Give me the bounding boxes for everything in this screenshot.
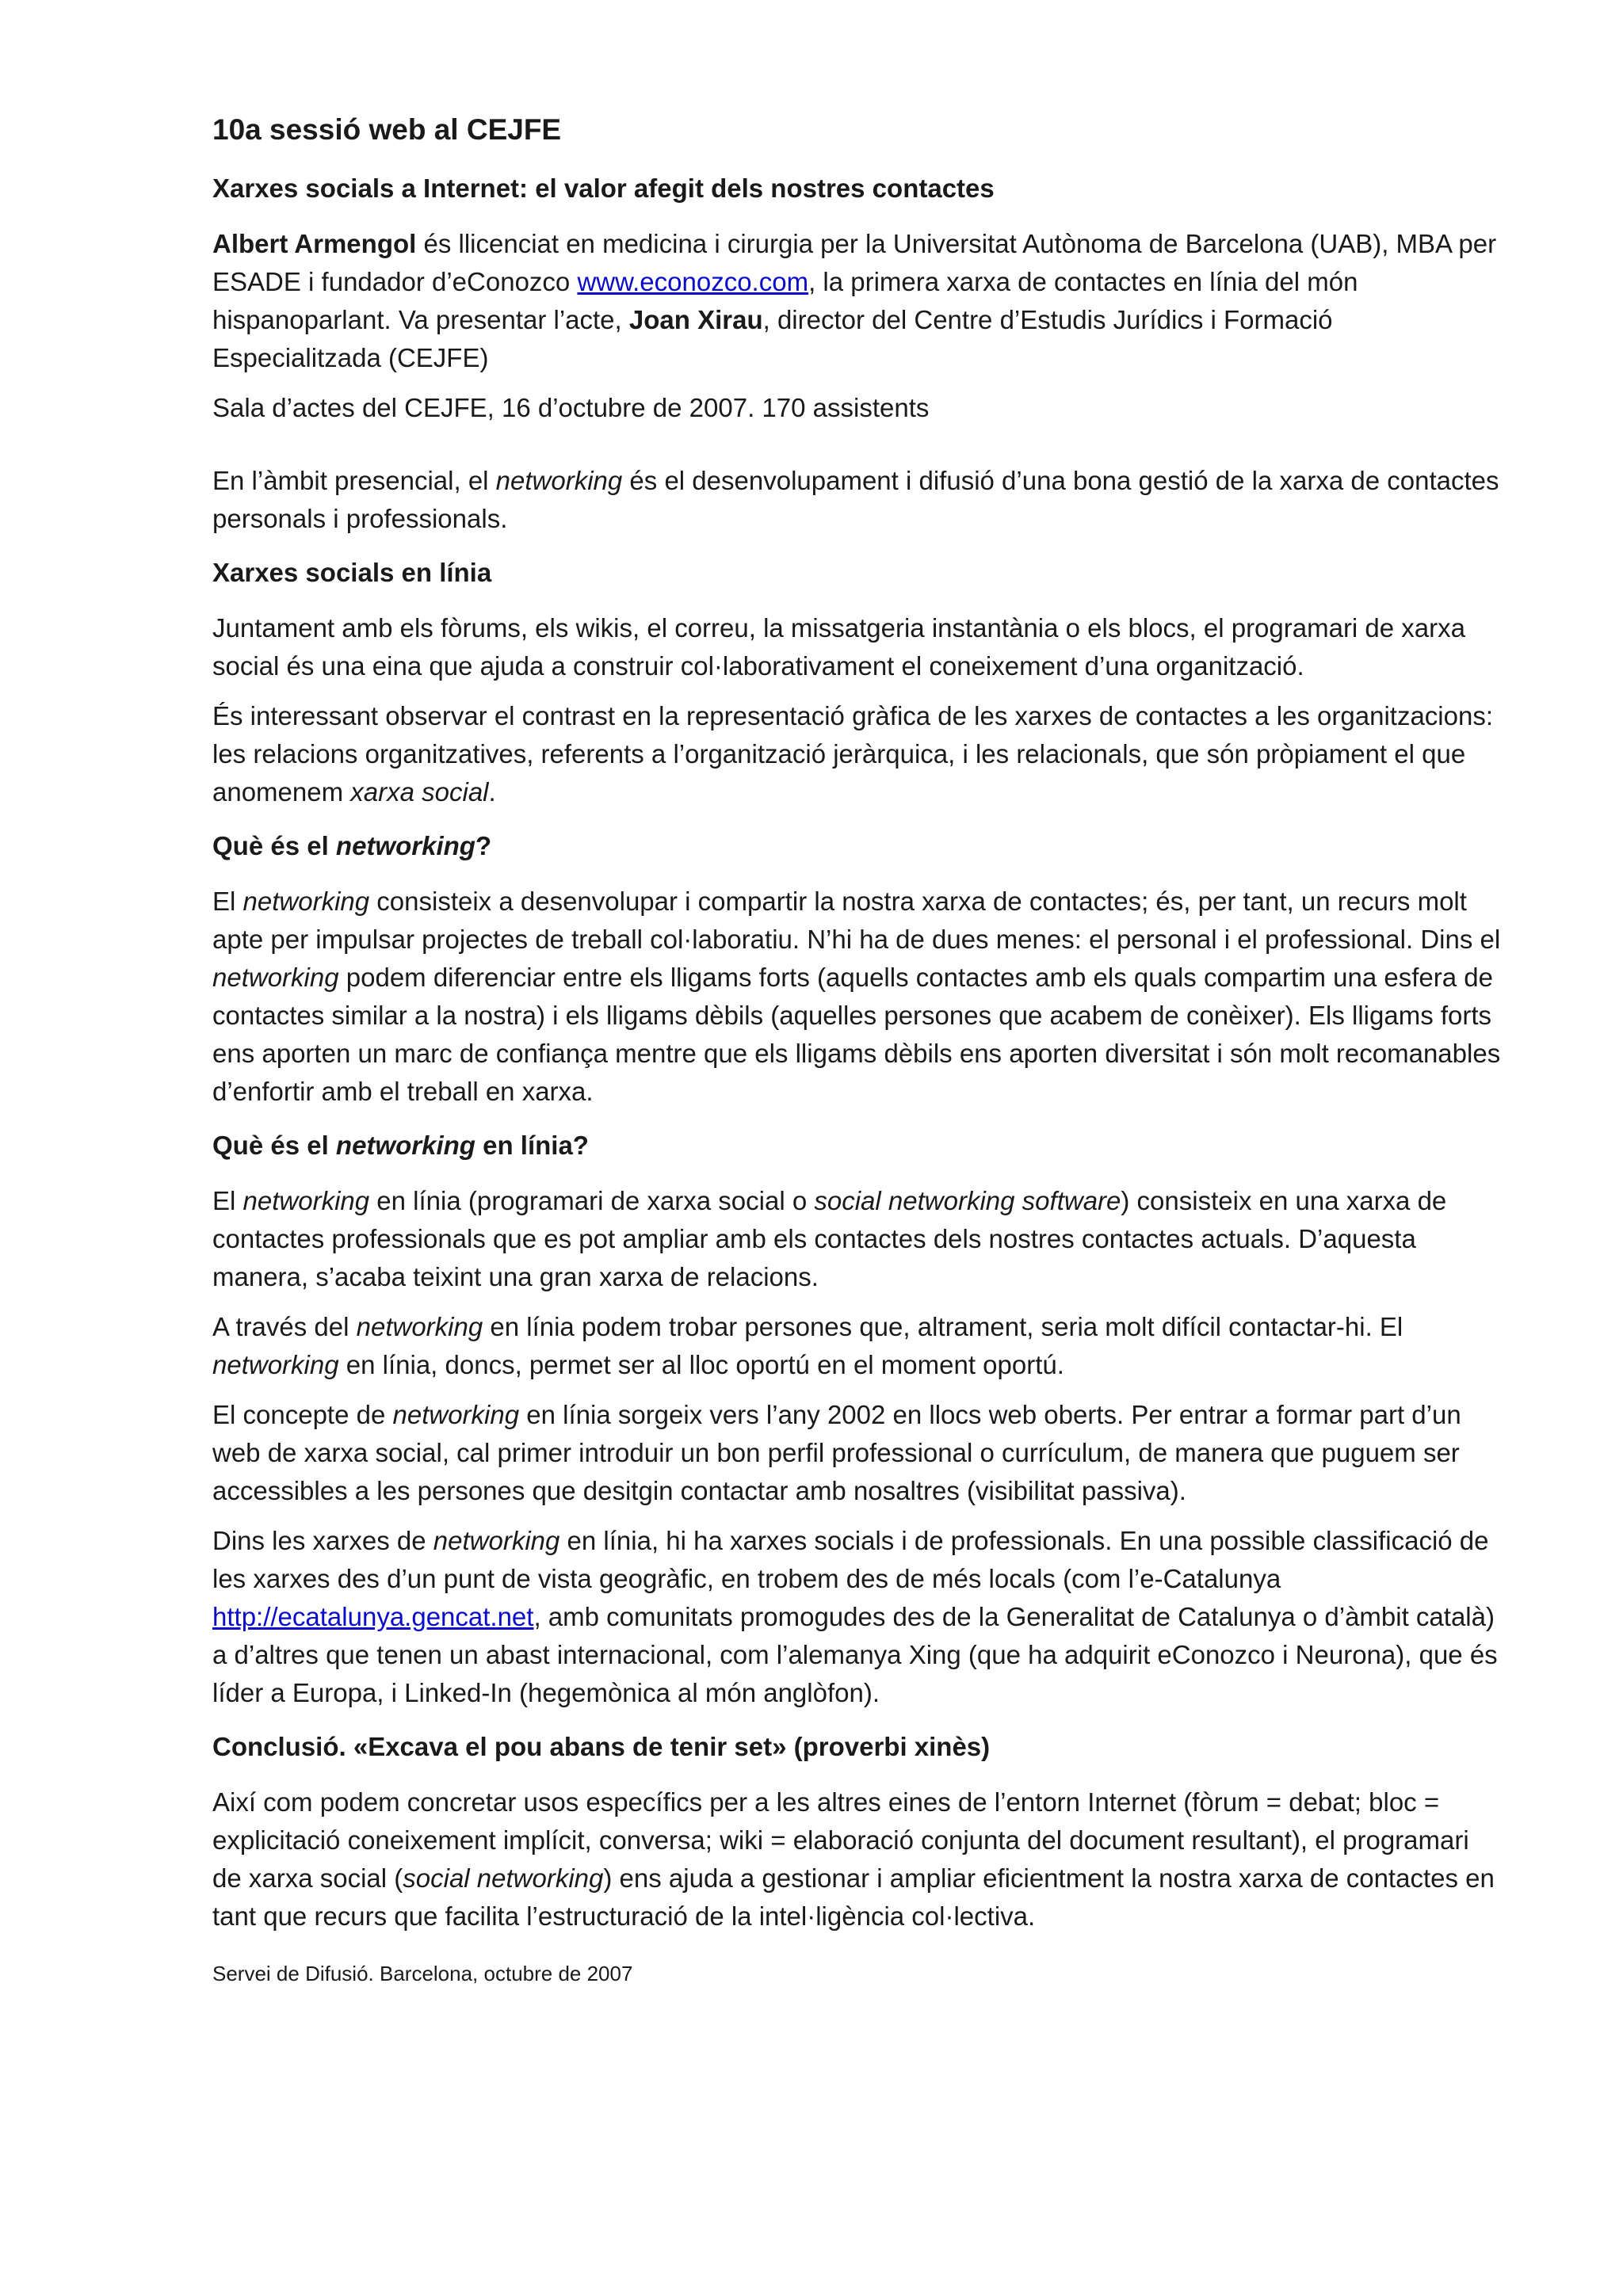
online-networking-paragraph-4: Dins les xarxes de networking en línia, hi ha xarxes socials i de professionals. En una possible classificació de les xarxes des d’un punt de vista geogràfic, en trobem des de més locals (com l’e-Catalunya http://ecatalunya.gencat.net, amb comunitats promogudes des de la Generalitat de Catalunya o d’àmbit català) a d’altres que tenen un abast internacional, com l’alemanya Xing (que ha adquirit eConozco i Neurona), que és líder a Europa, i Linked-In (hegemònica al món anglòfon). <box>212 1526 1498 1707</box>
econozco-link[interactable]: www.econozco.com <box>577 267 809 296</box>
section-heading-online-networks: Xarxes socials en línia <box>212 558 492 587</box>
page-title: 10a sessió web al CEJFE <box>212 113 562 146</box>
online-networking-paragraph-3: El concepte de networking en línia sorgeix vers l’any 2002 en llocs web oberts. Per entrar a formar part d’un web de xarxa social, cal primer introduir un bon perfil professional o currículum, de manera que puguem ser accessibles a les persones que desitgin contactar amb nosaltres (visibilitat passiva). <box>212 1400 1461 1505</box>
online-networking-paragraph-2: A través del networking en línia podem trobar persones que, altrament, seria molt difícil contactar-hi. El networking en línia, doncs, permet ser al lloc oportú en el moment oportú. <box>212 1312 1403 1379</box>
presencial-paragraph: En l’àmbit presencial, el networking és el desenvolupament i difusió d’una bona gestió de la xarxa de contactes personals i professionals. <box>212 466 1499 533</box>
online-networks-paragraph-2: És interessant observar el contrast en la representació gràfica de les xarxes de contactes a les organitzacions: les relacions organitzatives, referents a l’organització jeràrquica, i les relacionals, que són pròpiament el que anomenem xarxa social. <box>212 701 1494 807</box>
speaker-name: Albert Armengol <box>212 229 417 258</box>
venue-line: Sala d’actes del CEJFE, 16 d’octubre de 2007. 170 assistents <box>212 393 930 422</box>
footer-credit: Servei de Difusió. Barcelona, octubre de 2007 <box>212 1962 633 1985</box>
what-is-networking-paragraph: El networking consisteix a desenvolupar i compartir la nostra xarxa de contactes; és, per tant, un recurs molt apte per impulsar projectes de treball col·laboratiu. N’hi ha de dues menes: el personal i el professional. Dins el networking podem diferenciar entre els lligams forts (aquells contactes amb els quals compartim una esfera de contactes similar a la nostra) i els lligams dèbils (aquelles persones que acabem de conèixer). Els lligams forts ens aporten un marc de confiança mentre que els lligams dèbils ens aporten diversitat i són molt recomanables d’enfortir amb el treball en xarxa. <box>212 887 1501 1106</box>
online-networking-paragraph-1: El networking en línia (programari de xarxa social o social networking software) consisteix en una xarxa de contactes professionals que es pot ampliar amb els contactes dels nostres contactes actuals. D’aquesta manera, s’acaba teixint una gran xarxa de relacions. <box>212 1186 1447 1291</box>
section-heading-conclusion: Conclusió. «Excava el pou abans de tenir set» (proverbi xinès) <box>212 1732 991 1761</box>
section-heading-online-networking: Què és el networking en línia? <box>212 1131 589 1160</box>
ecatalunya-link[interactable]: http://ecatalunya.gencat.net <box>212 1602 534 1631</box>
document-page <box>212 109 1504 1988</box>
intro-paragraph: Albert Armengol és llicenciat en medicina i cirurgia per la Universitat Autònoma de Barcelona (UAB), MBA per ESADE i fundador d’eConozco www.econozco.com, la primera xarxa de contactes en línia del món hispanoparlant. Va presentar l’acte, Joan Xirau, director del Centre d’Estudis Jurídics i Formació Especialitzada (CEJFE) <box>212 229 1497 372</box>
page-subtitle: Xarxes socials a Internet: el valor afegit dels nostres contactes <box>212 174 995 203</box>
presenter-name: Joan Xirau <box>628 305 763 334</box>
conclusion-paragraph: Així com podem concretar usos específics per a les altres eines de l’entorn Internet (fòrum = debat; bloc = explicitació coneixement implícit, conversa; wiki = elaboració conjunta del document resultant), el programari de xarxa social (social networking) ens ajuda a gestionar i ampliar eficientment la nostra xarxa de contactes en tant que recurs que facilita l’estructuració de la intel·ligència col·lectiva. <box>212 1787 1495 1931</box>
online-networks-paragraph-1: Juntament amb els fòrums, els wikis, el correu, la missatgeria instantània o els blocs, el programari de xarxa social és una eina que ajuda a construir col·laborativament el coneixement d’una organització. <box>212 613 1466 681</box>
section-heading-what-is-networking: Què és el networking? <box>212 831 492 860</box>
